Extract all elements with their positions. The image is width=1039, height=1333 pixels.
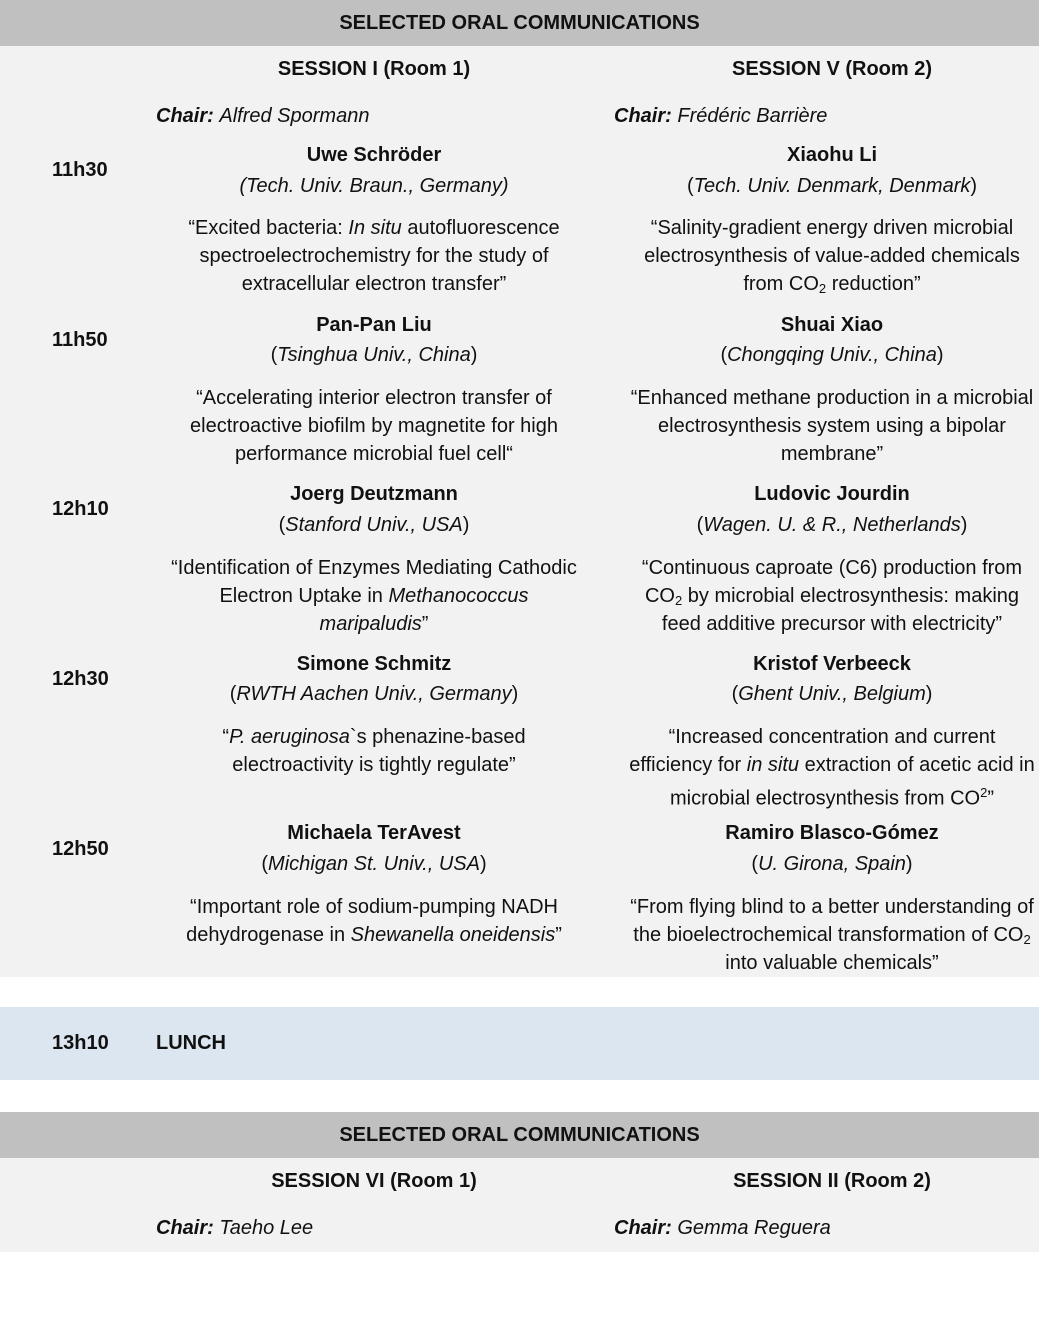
session-right-title: SESSION II (Room 2) xyxy=(733,1170,931,1192)
talk-title: “Accelerating interior electron transfer of electroactive biofilm by magnetite for high performance microbial fuel cell“ xyxy=(190,387,558,465)
chair-right xyxy=(614,1217,831,1240)
chair-right xyxy=(614,105,827,128)
speaker-name: Pan-Pan Liu xyxy=(316,314,432,336)
slot-time: 12h30 xyxy=(52,668,109,690)
speaker-name: Shuai Xiao xyxy=(780,314,884,336)
chair-left xyxy=(156,1217,313,1240)
talk-title: “Increased concentration and current efficiency for in situ extraction of acetic acid in microbial electrosynthesis from $CO^2$” xyxy=(629,726,1035,810)
chair-label: Chair: xyxy=(156,1217,214,1239)
speaker-name: Joerg Deutzmann xyxy=(290,483,458,505)
speaker-affiliation: (Tsinghua Univ., China) xyxy=(270,344,478,366)
speaker-name: Simone Schmitz xyxy=(296,653,452,675)
section-header-title: SELECTED ORAL COMMUNICATIONS xyxy=(339,12,700,34)
chair-left-name: Taeho Lee xyxy=(219,1217,314,1239)
speaker-affiliation: (RWTH Aachen Univ., Germany) xyxy=(229,683,519,705)
talk-title: “Excited bacteria: In situ autofluorescence spectroelectrochemistry for the study of extracellular electron transfer” xyxy=(188,217,560,295)
speaker-name: Uwe Schröder xyxy=(306,144,442,166)
talk-title: “From flying blind to a better understanding of the bioelectrochemical transformation of $CO_2$ into valuable chemicals” xyxy=(630,896,1034,974)
speaker-name: Kristof Verbeeck xyxy=(753,653,911,675)
chair-label: Chair: xyxy=(614,1217,672,1239)
slot-time: 11h50 xyxy=(52,329,108,351)
slot-time: 12h50 xyxy=(52,838,109,860)
section-header xyxy=(0,1112,1039,1158)
talk-title: “Continuous caproate (C6) production from $CO_2$ by microbial electrosynthesis: making feed additive precursor with electricity” xyxy=(641,557,1023,635)
speaker-affiliation: (Chongqing Univ., China) xyxy=(720,344,944,366)
speaker-affiliation: (U. Girona, Spain) xyxy=(751,853,913,875)
speaker-name: Michaela TerAvest xyxy=(287,822,461,844)
speaker-affiliation: (Ghent Univ., Belgium) xyxy=(731,683,933,705)
lunch-label: LUNCH xyxy=(156,1032,226,1054)
speaker-name: Ludovic Jourdin xyxy=(754,483,910,505)
speaker-affiliation: (Michigan St. Univ., USA) xyxy=(261,853,487,875)
lunch-time: 13h10 xyxy=(52,1032,109,1054)
talk-title: “Enhanced methane production in a microbial electrosynthesis system using a bipolar membrane” xyxy=(630,387,1034,465)
slot-time: 12h10 xyxy=(52,498,109,520)
speaker-affiliation: (Tech. Univ. Braun., Germany) xyxy=(239,175,509,197)
session-left-title: SESSION VI (Room 1) xyxy=(271,1170,477,1192)
section-header-title: SELECTED ORAL COMMUNICATIONS xyxy=(339,1124,700,1146)
speaker-name: Ramiro Blasco-Gómez xyxy=(725,822,939,844)
talk-title: “P. aeruginosa`s phenazine-based electroactivity is tightly regulate” xyxy=(222,726,526,776)
speaker-affiliation: (Wagen. U. & R., Netherlands) xyxy=(696,514,968,536)
slot-time: 11h30 xyxy=(52,159,108,181)
chair-label: Chair: xyxy=(614,105,672,127)
chair-left xyxy=(156,105,369,128)
chair-label: Chair: xyxy=(156,105,214,127)
session-right-title: SESSION V (Room 2) xyxy=(731,58,933,80)
speaker-affiliation: (Stanford Univ., USA) xyxy=(278,514,470,536)
talk-title: “Important role of sodium-pumping NADH dehydrogenase in Shewanella oneidensis” xyxy=(186,896,562,946)
section-header xyxy=(0,0,1039,46)
speaker-name: Xiaohu Li xyxy=(787,144,877,166)
chair-left-name: Alfred Spormann xyxy=(219,105,370,127)
session-left-title: SESSION I (Room 1) xyxy=(277,58,471,80)
chair-right-name: Gemma Reguera xyxy=(677,1217,831,1239)
chair-right-name: Frédéric Barrière xyxy=(677,105,828,127)
talk-title: “Identification of Enzymes Mediating Cathodic Electron Uptake in Methanococcus maripaludis” xyxy=(171,557,577,635)
speaker-affiliation: (Tech. Univ. Denmark, Denmark) xyxy=(686,175,978,197)
talk-title: “Salinity-gradient energy driven microbial electrosynthesis of value-added chemicals from $CO_2$ reduction” xyxy=(644,217,1020,296)
